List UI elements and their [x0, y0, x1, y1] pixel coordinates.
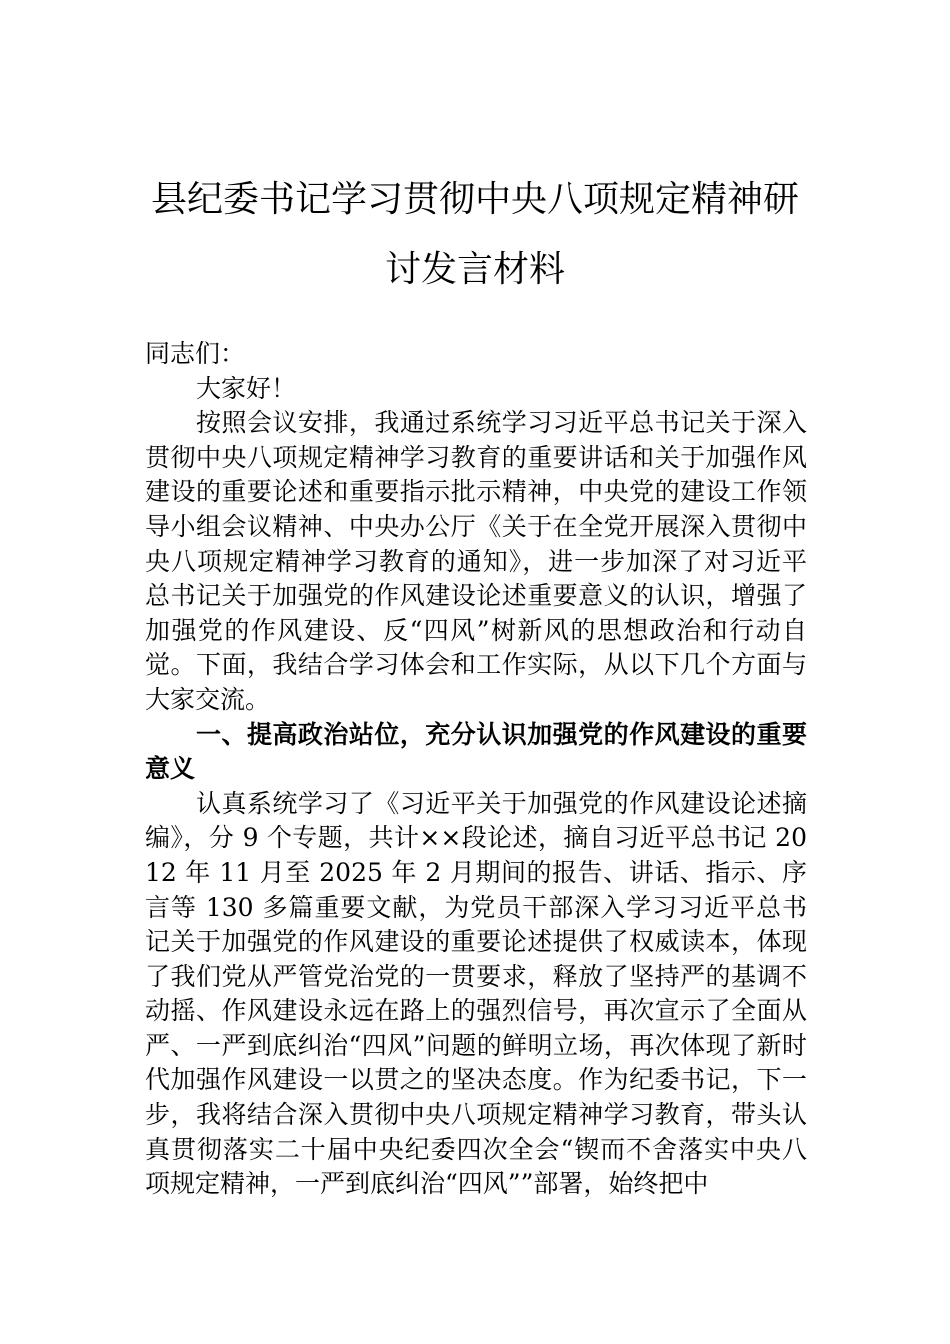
salutation: 同志们：: [145, 339, 246, 368]
greeting: 大家好！: [196, 373, 297, 403]
document-title-line-2: 讨发言材料: [384, 249, 565, 290]
document-body: [145, 337, 807, 1202]
paragraph-intro: 按照会议安排，我通过系统学习习近平总书记关于深入贯彻中央八项规定精神学习教育的重要讲话和关于加强作风建设的重要论述和重要指示批示精神，中央党的建设工作领导小组会议精神、中央办公厅《关于在全党开展深入贯彻中央八项规定精神学习教育的通知》，进一步加深了对习近平总书记关于加强党的作风建设论述重要意义的认识，增强了加强党的作风建设、反“四风”树新风的思想政治和行动自觉。下面，我结合学习体会和工作实际，从以下几个方面与大家交流。: [145, 408, 807, 714]
paragraph-section-1: 认真系统学习了《习近平关于加强党的作风建设论述摘编》，分 9 个专题，共计××段论述，摘自习近平总书记 2012 年 11 月至 2025 年 2 月期间的报告、讲话、指示、序言等 130 多篇重要文献，为党员干部深入学习习近平总书记关于加强党的作风建设的重要论述提供了权威读本，体现了我们党从严管党治党的一贯要求，释放了坚持严的基调不动摇、作风建设永远在路上的强烈信号，再次宣示了全面从严、一严到底纠治“四风”问题的鲜明立场，再次体现了新时代加强作风建设一以贯之的坚决态度。作为纪委书记，下一步，我将结合深入贯彻中央八项规定精神学习教育，带头认真贯彻落实二十届中央纪委四次全会“锲而不舍落实中央八项规定精神，一严到底纠治“四风””部署，始终把中: [145, 788, 807, 1199]
section-heading-1: 一、提高政治站位，充分认识加强党的作风建设的重要意义: [145, 719, 807, 784]
document-title-line-1: 县纪委书记学习贯彻中央八项规定精神研: [150, 179, 799, 220]
